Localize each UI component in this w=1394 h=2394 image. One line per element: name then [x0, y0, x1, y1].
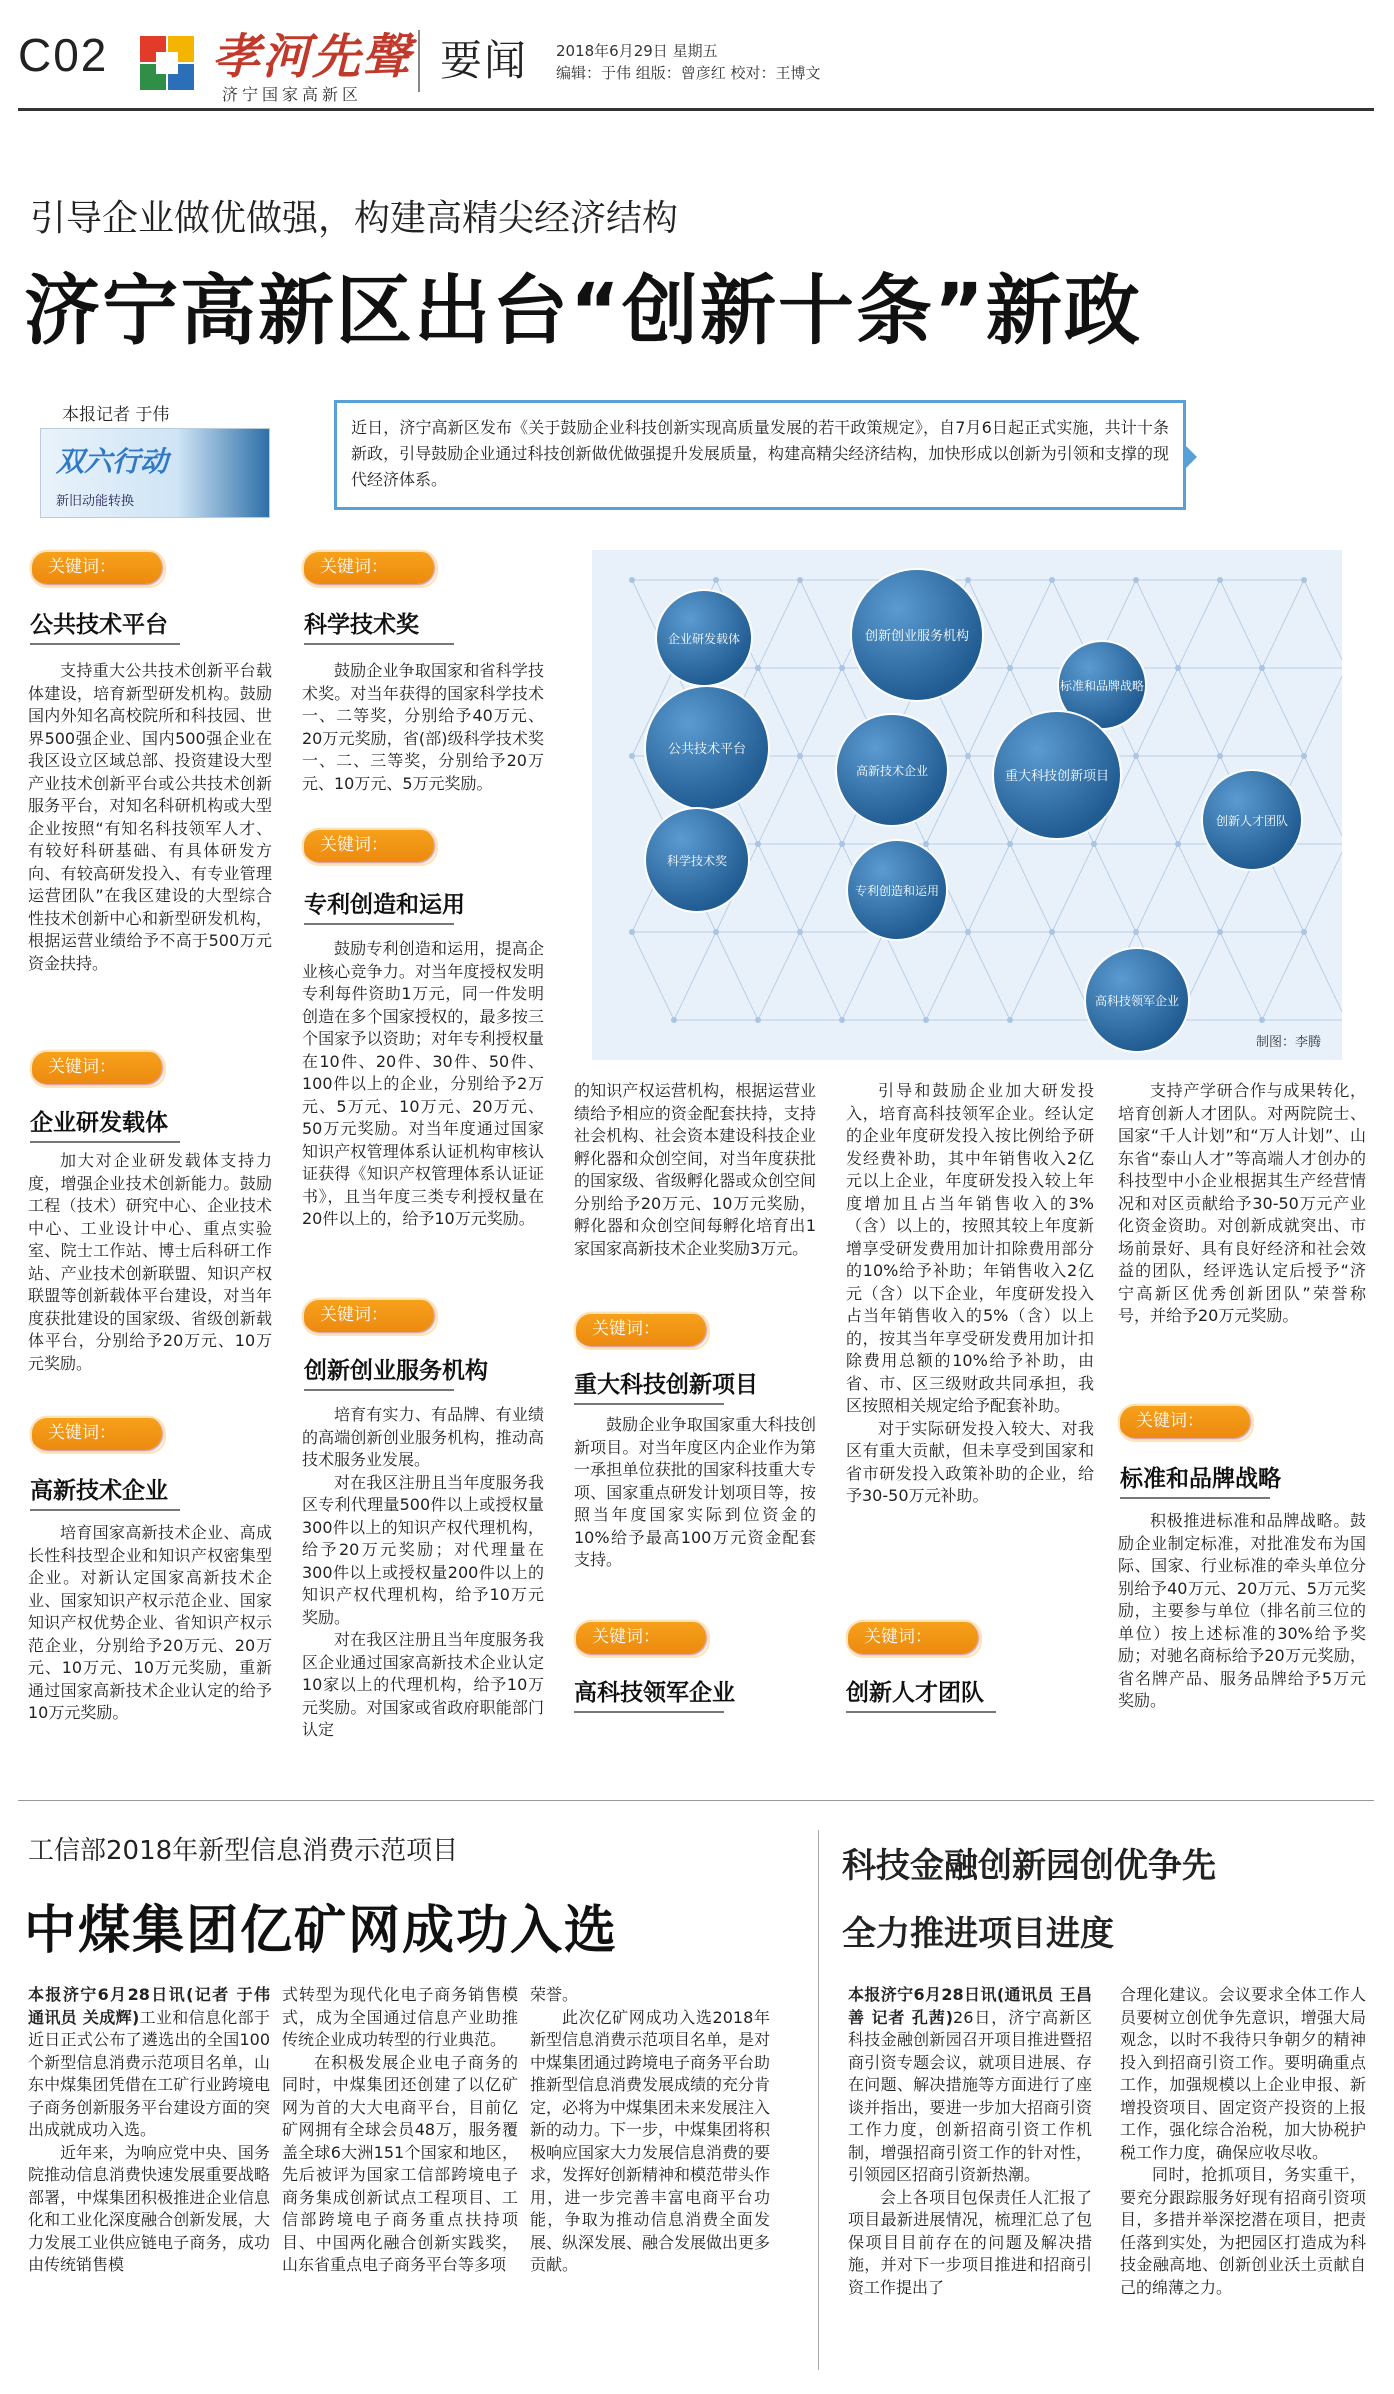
mesh-line	[1094, 844, 1136, 932]
section-body-patent: 鼓励专利创造和运用，提高企业核心竞争力。对当年度授权发明专利每件资助1万元，同一件发明创造在多个国家授权的，最多按三个国家予以资助；对年专利授权量在10件、20件、30件、50件、100件以上的企业，分别给予2万元、5万元、10万元、20万元、50万元奖励。对当年度通过国家知识产权管理体系认证机构审核认证获得《知识产权管理体系认证证书》，且当年度三类专利授权量在20件以上的，给予10万元奖励。	[302, 939, 544, 1228]
section-body-public-tech-platform: 支持重大公共技术创新平台载体建设，培育新型研发机构。鼓励国内外知名高校院所和科技园、世界500强企业、国内500强企业在我区设立区域总部、投资建设大型产业技术创新平台或公共技术创新服务平台，对知名科研机构或大型企业按照“有知名科技领军人才、有较好科研基础、有具体研发方向、有较高研发投入、有专业管理运营团队”在我区建设的大型综合性技术创新中心和新型研发机构，根据运营业绩给予不高于500万元资金扶持。	[28, 661, 272, 973]
mesh-line	[1136, 756, 1178, 844]
mesh-line	[716, 932, 758, 1020]
mesh-dot	[1091, 841, 1097, 847]
mesh-dot	[1301, 577, 1307, 583]
mesh-dot	[1217, 577, 1223, 583]
mesh-line	[1304, 756, 1342, 844]
mesh-line	[1304, 668, 1342, 756]
diagram-node-label: 创新创业服务机构	[864, 629, 970, 644]
page-number: C02	[18, 29, 109, 81]
section-title-leading-enterprise: 高科技领军企业	[574, 1674, 735, 1707]
mesh-dot	[965, 929, 971, 935]
network-nodes	[645, 569, 1302, 1052]
mesh-line	[1178, 668, 1220, 756]
masthead-rule	[18, 108, 1374, 111]
keyword-pill: 关键词：	[302, 828, 434, 862]
mesh-dot	[713, 577, 719, 583]
section-body-rd-carrier: 加大对企业研发载体支持力度，增强企业技术创新能力。鼓励工程（技术）研究中心、企业技术中心、工业设计中心、重点实验室、院士工作站、博士后科研工作站、产业技术创新联盟、知识产权联盟等创新载体平台建设，对当年度获批建设的国家级、省级创新载体平台，分别给予20万元、10万元奖励。	[28, 1151, 272, 1373]
mesh-line	[1304, 580, 1342, 668]
article2-dateline: 本报济宁6月28日讯(记者 于伟 通讯员 关成辉)	[28, 1985, 270, 2027]
diagram-node-label: 专利创造和运用	[854, 884, 940, 898]
paragraph: 同时，抢抓项目，务实重干，要充分跟踪服务好现有招商引资项目，多措并举深挖潜在项目，把责任落到实处，为把园区打造成为科技金融高地、创新创业沃土贡献自己的绵薄之力。	[1120, 2165, 1366, 2297]
paragraph: 工业和信息化部于近日正式公布了遴选出的全国100个新型信息消费示范项目名单，山东中煤集团凭借在工矿行业跨境电子商务创新服务平台建设方面的突出成就成功入选。	[28, 2007, 270, 2139]
mesh-line	[1304, 844, 1342, 932]
article3-headline-line1: 科技金融创新园创优争先	[842, 1846, 1216, 1886]
mesh-dot	[839, 841, 845, 847]
bottom-section-rule	[18, 1800, 1374, 1801]
article3-dateline: 本报济宁6月28日讯(通讯员 王昌善 记者 孔茜)	[848, 1985, 1092, 2027]
campaign-badge-title: 双六行动	[56, 445, 169, 478]
mesh-dot	[755, 1017, 761, 1023]
newspaper-subtitle: 济宁国家高新区	[222, 85, 363, 104]
mesh-line	[884, 932, 926, 1020]
mesh-dot	[923, 1017, 929, 1023]
issue-date: 2018年6月29日 星期五	[556, 42, 718, 60]
mesh-line	[1262, 580, 1304, 668]
mesh-line	[800, 932, 842, 1020]
diagram-node-label: 创新人才团队	[1215, 814, 1289, 828]
mesh-dot	[1259, 1017, 1265, 1023]
article2-column-1	[28, 1984, 270, 2277]
diagram-node-label: 重大科技创新项目	[1004, 769, 1110, 784]
keyword-pill: 关键词：	[574, 1620, 706, 1654]
mesh-dot	[1133, 577, 1139, 583]
mesh-line	[1052, 844, 1094, 932]
mesh-line	[968, 932, 1010, 1020]
paragraph: 式转型为现代化电子商务销售模式，成为全国通过信息产业助推传统企业成功转型的行业典范。	[282, 1985, 518, 2049]
paragraph: 培育有实力、有品牌、有业绩的高端创新创业服务机构，推动高技术服务业发展。	[302, 1405, 544, 1469]
policy-network-diagram	[592, 550, 1342, 1060]
mesh-dot	[965, 753, 971, 759]
mesh-dot	[1133, 929, 1139, 935]
mesh-dot	[1007, 841, 1013, 847]
mesh-line	[758, 844, 800, 932]
mesh-line	[1136, 580, 1178, 668]
paragraph: 此次亿矿网成功入选2018年新型信息消费示范项目名单，是对中煤集团通过跨境电子商务平台助推新型信息消费发展成绩的充分肯定，必将为中煤集团未来发展注入新的动力。下一步，中煤集团将积极响应国家大力发展信息消费的要求，发挥好创新精神和模范带头作用，进一步完善丰富电商平台功能，争取为推动信息消费全面发展、纵深发展、融合发展做出更多贡献。	[530, 2007, 771, 2274]
section-body-major-project: 鼓励企业争取国家重大科技创新项目。对当年度区内企业作为第一承担单位获批的国家科技重大专项、国家重点研发计划项目等，按照当年度国家实际到位资金的10%给予最高100万元资金配套支持。	[574, 1415, 816, 1569]
mesh-line	[758, 580, 800, 668]
keyword-pill: 关键词：	[30, 1416, 162, 1450]
mesh-dot	[713, 929, 719, 935]
column-divider	[818, 1830, 819, 2370]
mesh-line	[968, 844, 1010, 932]
mesh-dot	[1301, 929, 1307, 935]
mesh-line	[1010, 580, 1052, 668]
section-title-public-tech-platform: 公共技术平台	[30, 606, 168, 639]
mesh-dot	[629, 577, 635, 583]
keyword-pill: 关键词：	[30, 1050, 162, 1084]
section-title-patent: 专利创造和运用	[304, 886, 465, 919]
mesh-line	[1178, 844, 1220, 932]
diagram-credit: 制图：李腾	[1256, 1035, 1322, 1050]
mesh-dot	[1049, 577, 1055, 583]
mesh-dot	[1175, 665, 1181, 671]
mesh-dot	[1217, 929, 1223, 935]
lead-byline: 本报记者 于伟	[62, 405, 170, 425]
mesh-dot	[755, 841, 761, 847]
lead-kicker: 引导企业做优做强，构建高精尖经济结构	[30, 198, 679, 239]
section-title-science-award: 科学技术奖	[304, 606, 419, 639]
mesh-line	[842, 932, 884, 1020]
article3-column-1	[848, 1984, 1092, 2299]
mesh-dot	[797, 577, 803, 583]
paragraph: 对于实际研发投入较大、对我区有重大贡献，但未享受到国家和省市研发投入政策补助的企业，给予30-50万元补助。	[846, 1418, 1094, 1505]
paragraph: 对在我区注册且当年度服务我区专利代理量500件以上或授权量300件以上的知识产权代理机构，给予20万元奖励；对代理量在300件以上或授权量200件以上的知识产权代理机构，给予10万元奖励。	[302, 1472, 544, 1627]
section-body-standard-brand: 积极推进标准和品牌战略。鼓励企业制定标准，对批准发布为国际、国家、行业标准的牵头单位分别给予40万元、20万元、5万元奖励，主要参与单位（排名前三位的单位）按上述标准的30%给予奖励；对驰名商标给予20万元奖励，省名牌产品、服务品牌给予5万元奖励。	[1118, 1511, 1366, 1710]
masthead-divider	[418, 30, 420, 92]
mesh-dot	[1007, 665, 1013, 671]
article3-headline-line2: 全力推进项目进度	[842, 1914, 1114, 1954]
section-body-leading-enterprise	[846, 1080, 1094, 1508]
article3-column-2	[1120, 1984, 1366, 2299]
mesh-line	[1220, 932, 1262, 1020]
mesh-line	[926, 932, 968, 1020]
mesh-dot	[797, 929, 803, 935]
mesh-dot	[965, 577, 971, 583]
section-body-science-award: 鼓励企业争取国家和省科学技术奖。对当年获得的国家科学技术一、二等奖，分别给予40万元、20万元奖励，省(部)级科学技术奖一、二、三等奖，分别给予20万元、10万元、5万元奖励。	[302, 661, 544, 793]
paragraph: 26日，济宁高新区科技金融创新园召开项目推进暨招商引资专题会议，就项目进展、存在问题、解决措施等方面进行了座谈并指出，要进一步加大招商引资工作力度，创新招商引资工作机制，增强招商引资工作的针对性，引领园区招商引资新热潮。	[848, 2007, 1092, 2184]
mesh-dot	[923, 841, 929, 847]
paragraph: 合理化建议。会议要求全体工作人员要树立创优争先意识，增强大局观念，以时不我待只争朝夕的精神投入到招商引资工作。要明确重点工作，加强规模以上企业申报、新增投资项目、固定资产投资的上报工作，强化综合治税，加大协税护税工作力度，确保应收尽收。	[1120, 1985, 1366, 2162]
section-title-service-agency: 创新创业服务机构	[304, 1352, 488, 1385]
section-body-service-agency-continued: 的知识产权运营机构，根据运营业绩给予相应的资金配套扶持，支持社会机构、社会资本建设科技企业孵化器和众创空间，对当年度获批的国家级、省级孵化器或众创空间分别给予20万元、10万元奖励，孵化器和众创空间每孵化培育出1家国家高新技术企业奖励3万元。	[574, 1081, 816, 1258]
mesh-line	[1010, 932, 1052, 1020]
article2-headline: 中煤集团亿矿网成功入选	[24, 1901, 619, 1961]
keyword-pill: 关键词：	[846, 1620, 978, 1654]
mesh-line	[1010, 844, 1052, 932]
diagram-node-label: 企业研发载体	[667, 632, 741, 646]
diagram-node-label: 科学技术奖	[666, 854, 728, 868]
mesh-line	[758, 932, 800, 1020]
diagram-node-label: 高新技术企业	[855, 764, 929, 778]
mesh-line	[1262, 932, 1304, 1020]
editor-credits: 编辑：于伟 组版：曾彦红 校对：王博文	[556, 64, 821, 82]
mesh-dot	[629, 929, 635, 935]
paragraph: 近年来，为响应党中央、国务院推动信息消费快速发展重要战略部署，中煤集团积极推进企业信息化和工业化深度融合创新发展，大力发展工业供应链电子商务，成功由传统销售模	[28, 2142, 270, 2274]
mesh-dot	[839, 1017, 845, 1023]
newspaper-logo-icon	[138, 34, 196, 92]
section-body-high-tech-enterprise: 培育国家高新技术企业、高成长性科技型企业和知识产权密集型企业。对新认定国家高新技术企业、国家知识产权示范企业、国家知识产权优势企业、省知识产权示范企业，分别给予20万元、20万元、10万元、10万元奖励，重新通过国家高新技术企业认定的给予10万元奖励。	[28, 1523, 272, 1722]
diagram-node-label: 标准和品牌战略	[1059, 679, 1145, 693]
section-body-talent-team: 支持产学研合作与成果转化，培育创新人才团队。对两院院士、国家“千人计划”和“万人计划”、山东省“泰山人才”等高端人才创办的科技型中小企业根据其生产经营情况和对区贡献给予30-50万元产业化资金资助。对创新成就突出、市场前景好、具有良好经济和社会效益的团队，经评选认定后授予“济宁高新区优秀创新团队”荣誉称号，并给予20万元奖励。	[1118, 1081, 1366, 1325]
mesh-dot	[671, 1017, 677, 1023]
mesh-dot	[1217, 753, 1223, 759]
mesh-line	[1304, 932, 1342, 1020]
mesh-dot	[755, 665, 761, 671]
lead-summary-box: 近日，济宁高新区发布《关于鼓励企业科技创新实现高质量发展的若干政策规定》，自7月6日起正式实施，共计十条新政，引导鼓励企业通过科技创新做优做强提升发展质量，构建高精尖经济结构，加快形成以创新为引领和支撑的现代经济体系。	[334, 400, 1186, 510]
mesh-dot	[797, 753, 803, 759]
mesh-line	[1220, 580, 1262, 668]
mesh-line	[800, 580, 842, 668]
section-title-rd-carrier: 企业研发载体	[30, 1104, 168, 1137]
paragraph: 对在我区注册且当年度服务我区企业通过国家高新技术企业认定10家以上的代理机构，给予10万元奖励。对国家或省政府职能部门认定	[302, 1630, 544, 1739]
mesh-line	[800, 844, 842, 932]
lead-headline: 济宁高新区出台“创新十条”新政	[24, 266, 1142, 355]
mesh-line	[800, 668, 842, 756]
paragraph: 在积极发展企业电子商务的同时，中煤集团还创建了以亿矿网为首的大大电商平台，目前亿矿网拥有全球会员48万，服务覆盖全球6大洲151个国家和地区，先后被评为国家工信部跨境电子商务集成创新试点工程项目、工信部跨境电子商务重点扶持项目、中国两化融合创新实践奖，山东省重点电子商务平台等多项	[282, 2052, 518, 2274]
campaign-badge-subtitle: 新旧动能转换	[56, 494, 135, 509]
mesh-dot	[1301, 753, 1307, 759]
section-title-high-tech-enterprise: 高新技术企业	[30, 1472, 168, 1505]
section-body-service-agency	[302, 1404, 544, 1742]
diagram-node-label: 公共技术平台	[667, 742, 747, 757]
mesh-line	[1136, 844, 1178, 932]
mesh-line	[674, 932, 716, 1020]
article2-kicker: 工信部2018年新型信息消费示范项目	[28, 1836, 459, 1866]
keyword-pill: 关键词：	[302, 1298, 434, 1332]
mesh-dot	[629, 753, 635, 759]
keyword-pill: 关键词：	[1118, 1404, 1250, 1438]
section-title-major-project: 重大科技创新项目	[574, 1366, 758, 1399]
mesh-dot	[1049, 929, 1055, 935]
mesh-dot	[839, 665, 845, 671]
mesh-dot	[1259, 665, 1265, 671]
mesh-dot	[1175, 841, 1181, 847]
keyword-pill: 关键词：	[574, 1312, 706, 1346]
paragraph: 会上各项目包保责任人汇报了项目最新进展情况，梳理汇总了包保项目目前存在的问题及解决措施，并对下一步项目推进和招商引资工作提出了	[848, 2187, 1092, 2297]
keyword-pill: 关键词：	[30, 550, 162, 584]
paragraph: 引导和鼓励企业加大研发投入，培育高科技领军企业。经认定的企业年度研发投入按比例给予研发经费补助，其中年销售收入2亿元以上企业，年度研发投入较上年度增加且占当年销售收入的3%（含）以上的，按照其较上年度新增享受研发费用加计扣除费用部分的10%给予补助；年销售收入2亿元（含）以下企业，年度研发投入占当年销售收入的5%（含）以上的，按其当年享受研发费用加计扣除费用总额的10%给予补助，由省、市、区三级财政共同承担，我区按照相关规定给予配套补助。	[846, 1081, 1094, 1415]
mesh-line	[1220, 668, 1262, 756]
mesh-dot	[1007, 1017, 1013, 1023]
section-title-standard-brand: 标准和品牌战略	[1120, 1460, 1281, 1493]
mesh-line	[632, 932, 674, 1020]
keyword-pill: 关键词：	[302, 550, 434, 584]
mesh-line	[1178, 580, 1220, 668]
newspaper-name: 孝河先聲	[212, 29, 413, 85]
section-title-talent-team: 创新人才团队	[846, 1674, 984, 1707]
section-name: 要闻	[440, 36, 529, 85]
article2-column-2	[282, 1984, 518, 2277]
mesh-line	[1262, 668, 1304, 756]
diagram-node-label: 高科技领军企业	[1094, 994, 1180, 1008]
paragraph: 荣誉。	[530, 1985, 579, 2004]
article2-column-3	[530, 1984, 770, 2277]
mesh-dot	[1133, 753, 1139, 759]
